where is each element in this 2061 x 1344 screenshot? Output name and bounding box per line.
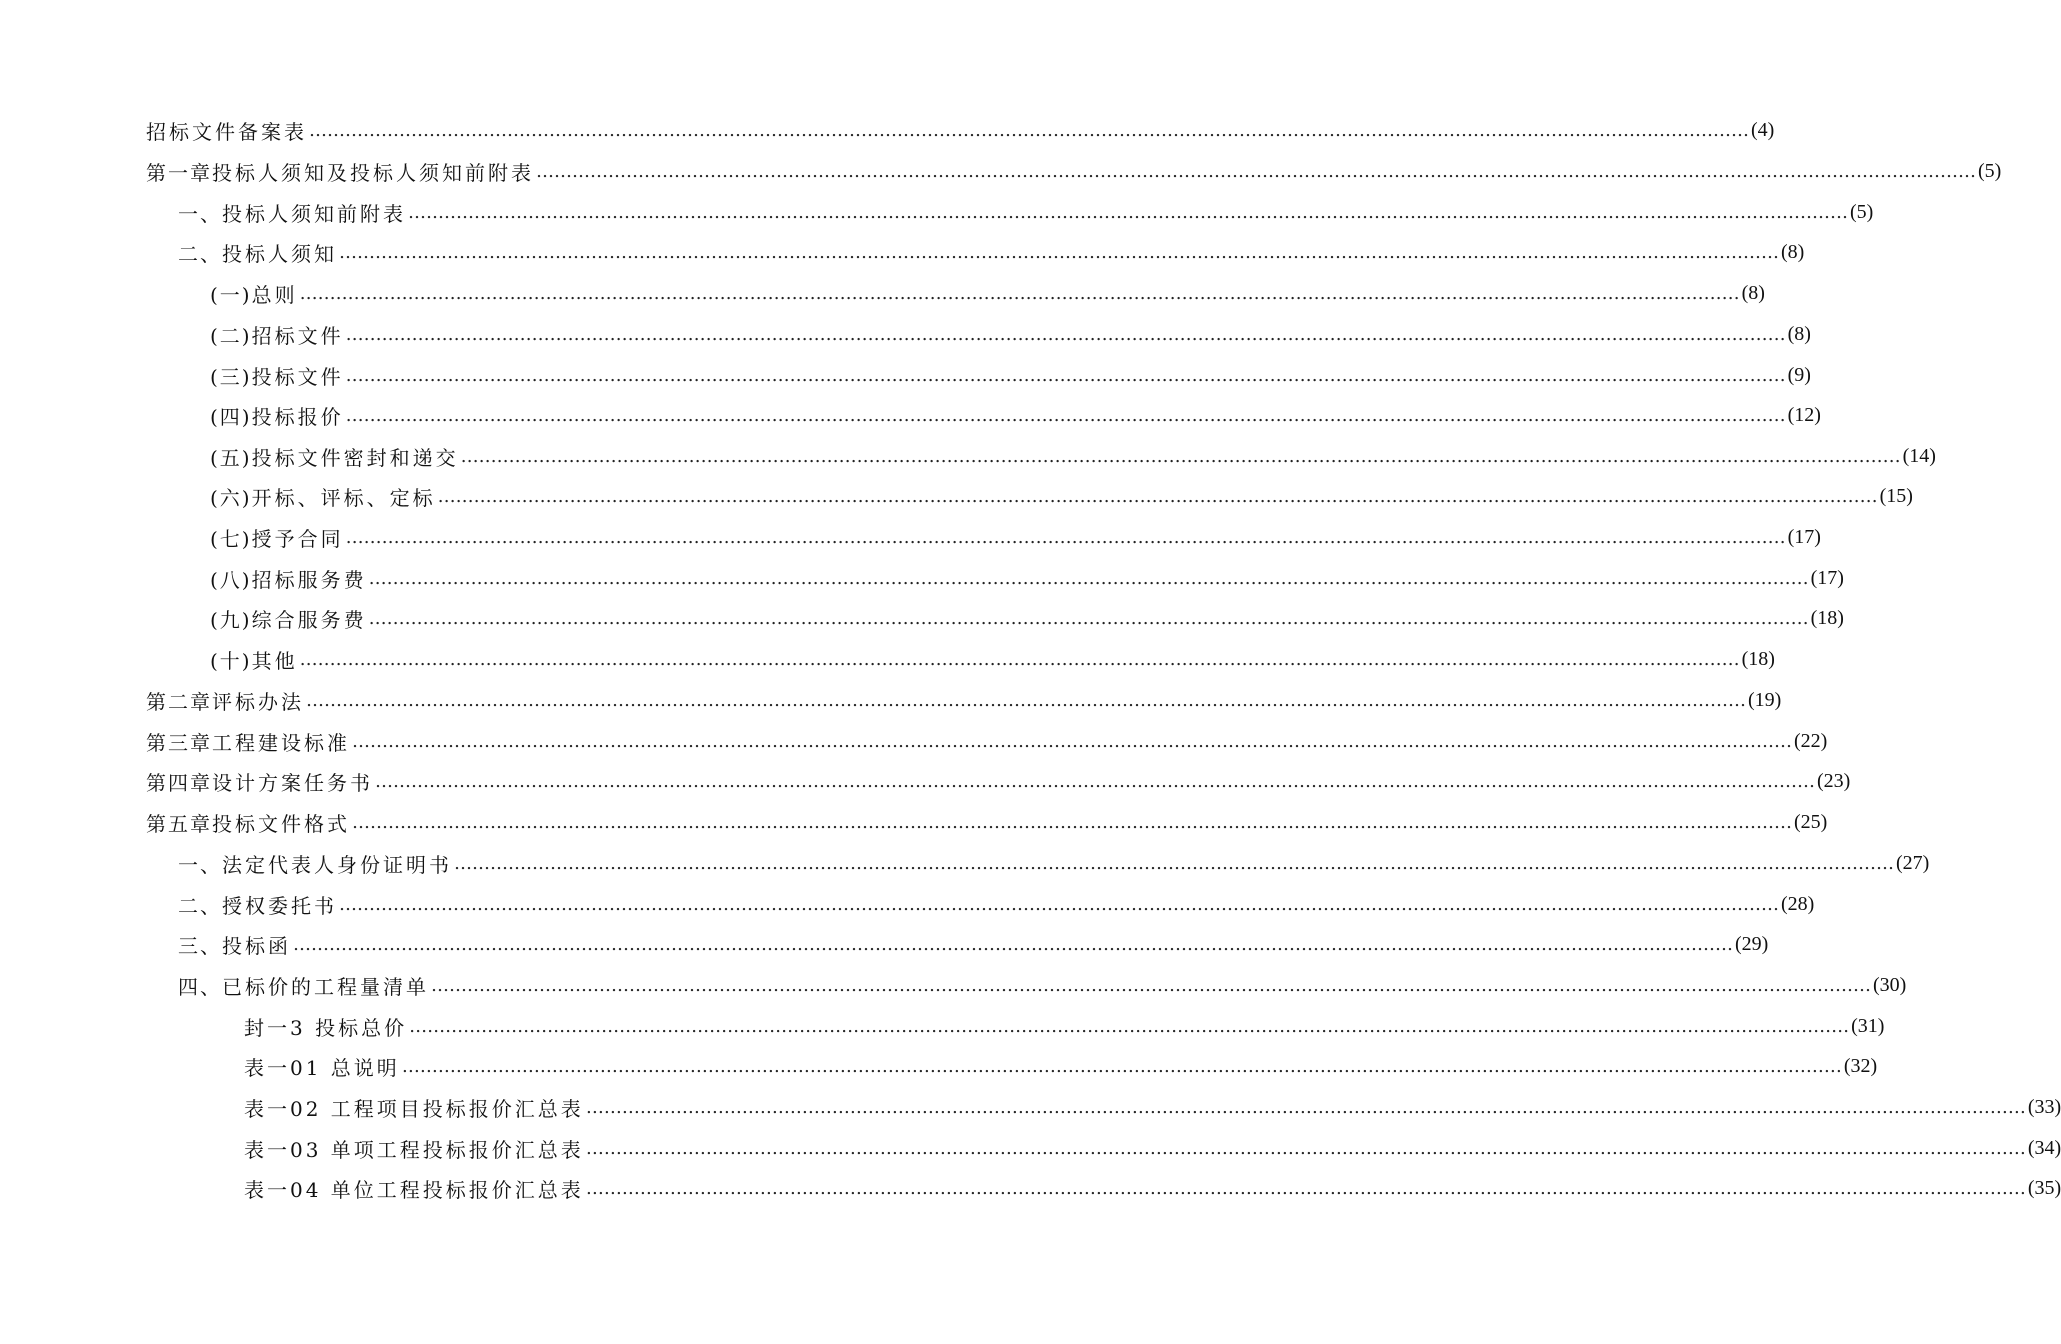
dot-leader: ……………………………………………………………………………………………………………………………………………………………………………………………………………………: [339, 241, 1779, 263]
toc-entry-page-number: (5): [1850, 200, 1874, 223]
toc-entry-page-number: (31): [1851, 1014, 1885, 1037]
toc-entry-number: 二、: [178, 241, 222, 266]
toc-entry[interactable]: [178, 237, 1805, 267]
toc-entry-number: (八): [210, 567, 252, 592]
toc-entry-page-number: (4): [1751, 118, 1775, 141]
toc-entry[interactable]: [244, 1133, 2061, 1163]
toc-entry-page-number: (12): [1787, 403, 1821, 426]
toc-entry-page-number: (25): [1794, 810, 1828, 833]
toc-entry-title: 投标文件格式: [212, 811, 350, 836]
toc-entry[interactable]: [178, 197, 1874, 227]
dot-leader: ……………………………………………………………………………………………………………………………………………………………………………………………………………………: [345, 323, 1786, 345]
toc-entry-number: 第二章: [146, 689, 212, 714]
toc-entry-number: (五): [210, 445, 252, 470]
toc-entry[interactable]: [210, 644, 1775, 674]
dot-leader: ……………………………………………………………………………………………………………………………………………………………………………………………………………………: [437, 485, 1878, 507]
toc-entry-title: 工程建设标准: [212, 730, 350, 755]
toc-entry-title: 表一01 总说明: [244, 1055, 400, 1080]
dot-leader: ……………………………………………………………………………………………………………………………………………………………………………………………………………………: [352, 730, 1792, 752]
toc-entry-title: 投标人须知及投标人须知前附表: [212, 160, 534, 185]
dot-leader: ……………………………………………………………………………………………………………………………………………………………………………………………………………………: [460, 445, 1901, 467]
toc-entry-number: 第一章: [146, 160, 212, 185]
toc-entry[interactable]: [146, 115, 1775, 145]
toc-entry-title: 开标、评标、定标: [251, 485, 436, 510]
toc-entry-page-number: (8): [1781, 240, 1805, 263]
dot-leader: ……………………………………………………………………………………………………………………………………………………………………………………………………………………: [536, 160, 1976, 182]
toc-entry-number: 第四章: [146, 770, 212, 795]
toc-entry-page-number: (8): [1787, 322, 1811, 345]
dot-leader: ……………………………………………………………………………………………………………………………………………………………………………………………………………………: [345, 526, 1786, 548]
dot-leader: ……………………………………………………………………………………………………………………………………………………………………………………………………………………: [352, 811, 1792, 833]
toc-entry-title: 投标人须知前附表: [222, 201, 406, 226]
toc-entry-title: 其他: [251, 648, 298, 673]
toc-entry-title: 综合服务费: [251, 607, 367, 632]
toc-entry-title: 总则: [251, 282, 298, 307]
toc-entry-number: 一、: [178, 201, 222, 226]
toc-entry-title: 招标服务费: [251, 567, 367, 592]
toc-entry-page-number: (34): [2027, 1136, 2061, 1159]
toc-entry[interactable]: [178, 889, 1815, 919]
toc-entry-page-number: (30): [1873, 973, 1907, 996]
toc-entry-number: 第三章: [146, 730, 212, 755]
toc-entry-page-number: (19): [1748, 688, 1782, 711]
toc-entry[interactable]: [146, 156, 2002, 186]
toc-entry[interactable]: [210, 441, 1936, 471]
toc-entry-title: 投标函: [222, 933, 291, 958]
toc-entry-page-number: (35): [2027, 1176, 2061, 1199]
dot-leader: ……………………………………………………………………………………………………………………………………………………………………………………………………………………: [306, 689, 1746, 711]
dot-leader: ……………………………………………………………………………………………………………………………………………………………………………………………………………………: [293, 933, 1733, 955]
toc-entry-title: 设计方案任务书: [212, 770, 373, 795]
toc-entry-page-number: (9): [1787, 363, 1811, 386]
toc-entry[interactable]: [210, 563, 1844, 593]
toc-entry-title: 已标价的工程量清单: [222, 974, 429, 999]
toc-entry-title: 投标文件: [251, 364, 344, 389]
dot-leader: ……………………………………………………………………………………………………………………………………………………………………………………………………………………: [409, 1015, 1850, 1037]
dot-leader: ……………………………………………………………………………………………………………………………………………………………………………………………………………………: [309, 119, 1749, 141]
toc-entry-page-number: (32): [1843, 1054, 1878, 1077]
dot-leader: ……………………………………………………………………………………………………………………………………………………………………………………………………………………: [431, 974, 1871, 996]
dot-leader: ……………………………………………………………………………………………………………………………………………………………………………………………………………………: [585, 1177, 2026, 1199]
toc-entry[interactable]: [244, 1011, 1885, 1041]
toc-entry-page-number: (5): [1978, 159, 2002, 182]
toc-entry-page-number: (14): [1902, 444, 1936, 467]
dot-leader: ……………………………………………………………………………………………………………………………………………………………………………………………………………………: [585, 1096, 2026, 1118]
toc-entry[interactable]: [210, 278, 1765, 308]
dot-leader: ……………………………………………………………………………………………………………………………………………………………………………………………………………………: [368, 607, 1809, 629]
toc-entry-number: (七): [210, 526, 252, 551]
toc-entry-title: 招标文件备案表: [146, 119, 307, 144]
toc-entry-title: 封一3 投标总价: [244, 1015, 408, 1040]
dot-leader: ……………………………………………………………………………………………………………………………………………………………………………………………………………………: [585, 1137, 2026, 1159]
dot-leader: ……………………………………………………………………………………………………………………………………………………………………………………………………………………: [299, 648, 1740, 670]
toc-entry-page-number: (29): [1735, 932, 1769, 955]
toc-entry-number: (三): [210, 364, 252, 389]
dot-leader: ……………………………………………………………………………………………………………………………………………………………………………………………………………………: [299, 282, 1740, 304]
toc-entry-page-number: (18): [1810, 606, 1844, 629]
toc-entry-number: (四): [210, 404, 252, 429]
toc-entry[interactable]: [178, 970, 1907, 1000]
toc-entry-page-number: (17): [1810, 566, 1844, 589]
toc-entry-page-number: (18): [1741, 647, 1775, 670]
toc-entry-page-number: (23): [1817, 769, 1851, 792]
toc-entry[interactable]: [210, 360, 1811, 390]
toc-entry-page-number: (28): [1781, 892, 1815, 915]
toc-entry-title: 表一02 工程项目投标报价汇总表: [244, 1096, 584, 1121]
toc-entry-number: 三、: [178, 933, 222, 958]
toc-entry[interactable]: [146, 807, 1828, 837]
dot-leader: ……………………………………………………………………………………………………………………………………………………………………………………………………………………: [408, 201, 1848, 223]
toc-entry-page-number: (22): [1794, 729, 1828, 752]
dot-leader: ……………………………………………………………………………………………………………………………………………………………………………………………………………………: [454, 852, 1894, 874]
dot-leader: ……………………………………………………………………………………………………………………………………………………………………………………………………………………: [375, 770, 1815, 792]
toc-entry[interactable]: [210, 522, 1821, 552]
toc-entry-title: 授权委托书: [222, 893, 337, 918]
toc-entry[interactable]: [210, 400, 1821, 430]
toc-entry-number: (二): [210, 323, 252, 348]
dot-leader: ……………………………………………………………………………………………………………………………………………………………………………………………………………………: [345, 364, 1786, 386]
dot-leader: ……………………………………………………………………………………………………………………………………………………………………………………………………………………: [345, 404, 1786, 426]
toc-entry[interactable]: [146, 685, 1782, 715]
dot-leader: ……………………………………………………………………………………………………………………………………………………………………………………………………………………: [368, 567, 1809, 589]
toc-entry-title: 表一04 单位工程投标报价汇总表: [244, 1177, 584, 1202]
toc-entry[interactable]: [244, 1173, 2061, 1203]
toc-entry-number: 二、: [178, 893, 222, 918]
toc-entry[interactable]: [244, 1051, 1878, 1081]
toc-entry-title: 投标人须知: [222, 241, 337, 266]
toc-entry-title: 法定代表人身份证明书: [222, 852, 452, 877]
toc-entry[interactable]: [178, 929, 1769, 959]
toc-entry-title: 评标办法: [212, 689, 304, 714]
toc-entry-number: 一、: [178, 852, 222, 877]
toc-entry[interactable]: [146, 726, 1828, 756]
toc-entry-title: 表一03 单项工程投标报价汇总表: [244, 1137, 584, 1162]
toc-entry-number: (一): [210, 282, 252, 307]
toc-entry-number: 第五章: [146, 811, 212, 836]
dot-leader: ……………………………………………………………………………………………………………………………………………………………………………………………………………………: [401, 1055, 1842, 1077]
dot-leader: ……………………………………………………………………………………………………………………………………………………………………………………………………………………: [339, 893, 1779, 915]
toc-entry-number: (六): [210, 485, 252, 510]
toc-entry-page-number: (17): [1787, 525, 1821, 548]
toc-entry-page-number: (8): [1741, 281, 1765, 304]
toc-entry-title: 授予合同: [251, 526, 344, 551]
toc-entry-title: 投标报价: [251, 404, 344, 429]
toc-entry-number: (十): [210, 648, 252, 673]
toc-entry-number: 四、: [178, 974, 222, 999]
toc-entry-page-number: (15): [1879, 484, 1913, 507]
toc-entry[interactable]: [244, 1092, 2061, 1122]
toc-entry-number: (九): [210, 607, 252, 632]
toc-entry[interactable]: [210, 319, 1811, 349]
toc-entry-title: 投标文件密封和递交: [251, 445, 459, 470]
toc-entry[interactable]: [210, 481, 1913, 511]
toc-entry-page-number: (33): [2027, 1095, 2061, 1118]
toc-entry-title: 招标文件: [251, 323, 344, 348]
toc-entry[interactable]: [210, 603, 1844, 633]
toc-entry-page-number: (27): [1896, 851, 1930, 874]
toc-entry[interactable]: [178, 848, 1930, 878]
toc-entry[interactable]: [146, 766, 1851, 796]
